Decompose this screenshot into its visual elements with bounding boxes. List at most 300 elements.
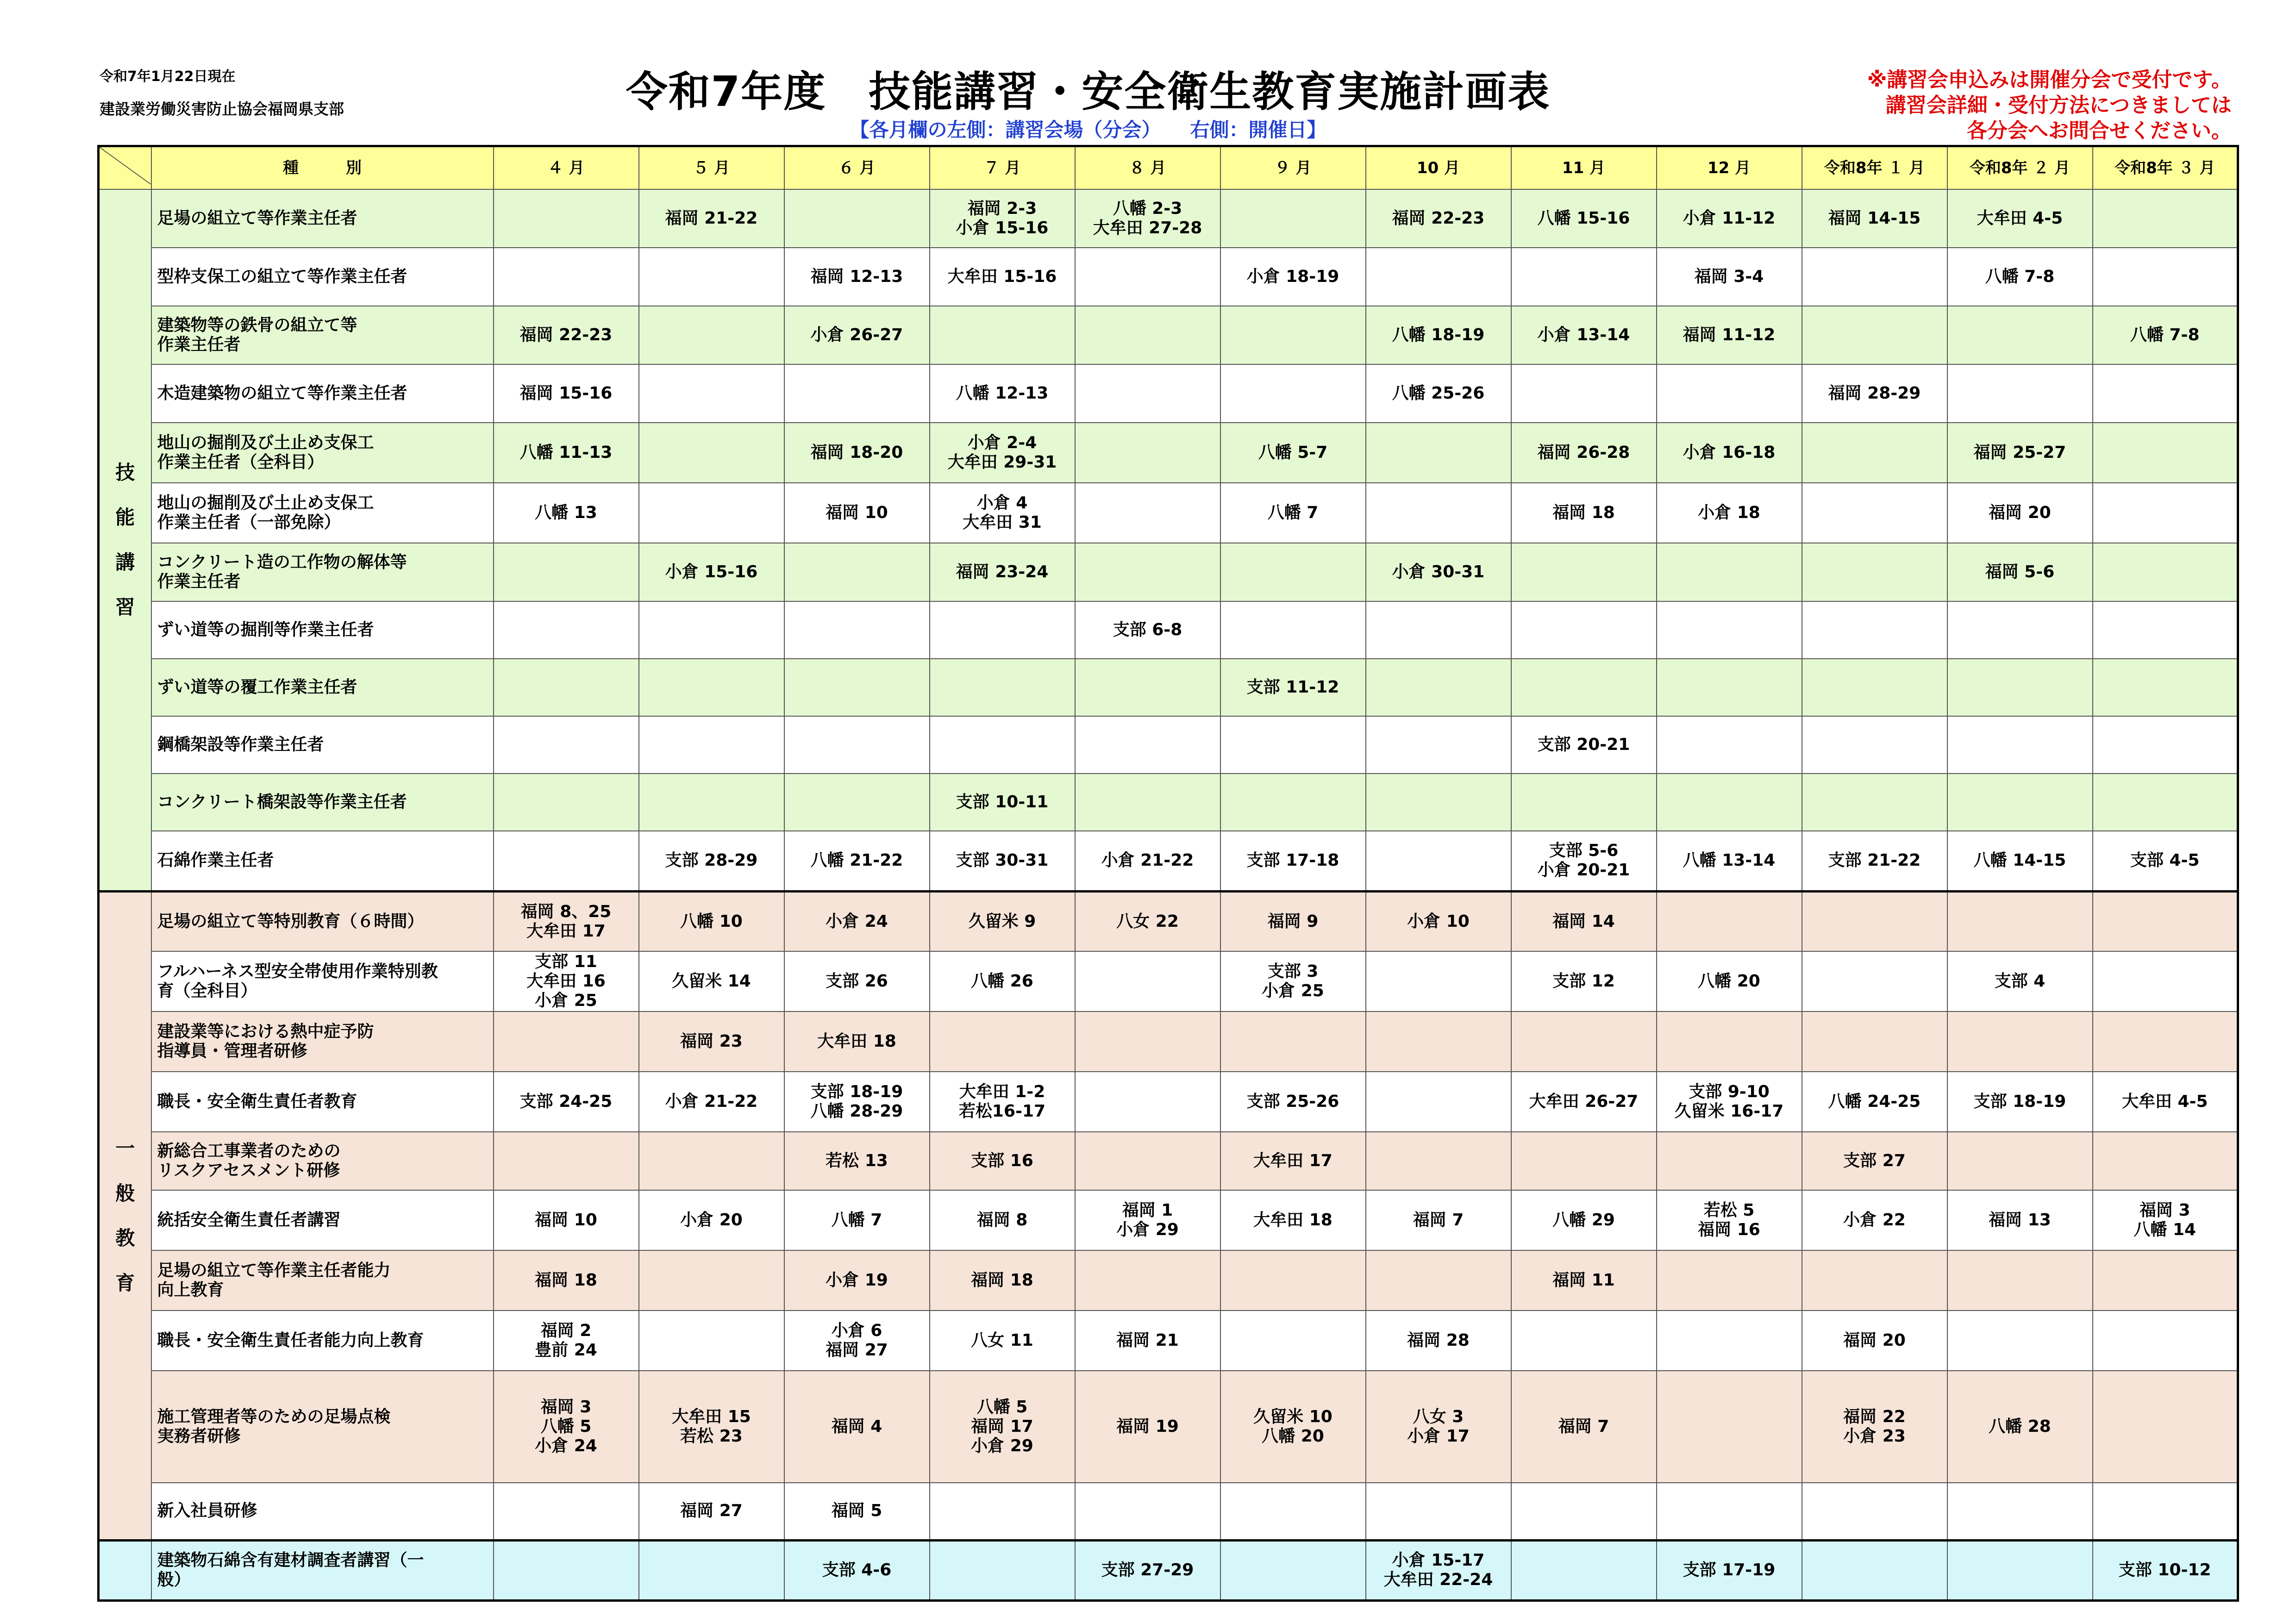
schedule-cell: 支部 11 大牟田 16 小倉 25 [494,951,639,1011]
schedule-cell [494,774,639,831]
schedule-cell [2093,364,2238,423]
schedule-cell [639,248,784,306]
schedule-cell: 支部 12 [1511,951,1657,1011]
schedule-cell: 福岡 3 八幡 5 小倉 24 [494,1371,639,1483]
schedule-cell: 福岡 8、25 大牟田 17 [494,891,639,951]
schedule-cell [1366,1483,1511,1540]
schedule-cell: 福岡 22-23 [494,306,639,364]
schedule-cell: 支部 25-26 [1220,1072,1366,1132]
course-name: 建設業等における熱中症予防 指導員・管理者研修 [151,1011,494,1072]
schedule-cell: 支部 24-25 [494,1072,639,1132]
schedule-cell [1366,423,1511,483]
course-name: 新入社員研修 [151,1483,494,1540]
schedule-cell: 福岡 10 [494,1190,639,1250]
schedule-cell [1802,543,1947,601]
schedule-cell: 支部 17-19 [1657,1540,1802,1600]
column-header-month: ５ 月 [639,146,784,190]
schedule-cell: 福岡 18-20 [784,423,930,483]
as-of-date: 令和7年1月22日現在 [100,69,236,85]
schedule-cell: 福岡 18 [930,1250,1075,1311]
schedule-cell [1220,1311,1366,1371]
course-name: 木造建築物の組立て等作業主任者 [151,364,494,423]
schedule-cell [784,659,930,716]
course-name: 足場の組立て等特別教育（６時間） [151,891,494,951]
schedule-cell: 福岡 10 [784,483,930,543]
schedule-cell [2093,601,2238,659]
schedule-cell: 小倉 18-19 [1220,248,1366,306]
schedule-cell: 福岡 26-28 [1511,423,1657,483]
schedule-cell: 八幡 11-13 [494,423,639,483]
schedule-cell [494,248,639,306]
schedule-cell: 八幡 14-15 [1947,831,2093,891]
schedule-cell: 福岡 13 [1947,1190,2093,1250]
schedule-cell [639,659,784,716]
schedule-cell [1075,659,1220,716]
application-notes [1750,67,2232,144]
course-name: コンクリート橋架設等作業主任者 [151,774,494,831]
schedule-cell: 八女 11 [930,1311,1075,1371]
course-name: 建築物等の鉄骨の組立て等 作業主任者 [151,306,494,364]
schedule-cell: 支部 10-11 [930,774,1075,831]
schedule-cell [639,716,784,774]
schedule-cell [1802,1250,1947,1311]
schedule-cell: 八幡 24-25 [1802,1072,1947,1132]
schedule-cell [1802,1483,1947,1540]
table-row [99,1483,2238,1540]
category-char: 講 [115,550,135,574]
course-name: 鋼橋架設等作業主任者 [151,716,494,774]
schedule-cell [639,483,784,543]
schedule-cell: 支部 4 [1947,951,2093,1011]
schedule-cell: 若松 13 [784,1132,930,1190]
category-char: 教 [115,1226,135,1249]
column-header-month: ４ 月 [494,146,639,190]
schedule-cell [2093,891,2238,951]
schedule-cell: 八幡 2-3 大牟田 27-28 [1075,189,1220,248]
schedule-cell: 支部 9-10 久留米 16-17 [1657,1072,1802,1132]
schedule-cell [1947,1250,2093,1311]
column-header-month: 令和8年 ３ 月 [2093,146,2238,190]
schedule-cell: 小倉 15-16 [639,543,784,601]
schedule-cell: 八女 3 小倉 17 [1366,1371,1511,1483]
course-name: フルハーネス型安全帯使用作業特別教 育（全科目） [151,951,494,1011]
course-name: ずい道等の覆工作業主任者 [151,659,494,716]
schedule-cell: 支部 20-21 [1511,716,1657,774]
schedule-cell [1075,1132,1220,1190]
schedule-cell [1802,951,1947,1011]
schedule-cell [1657,543,1802,601]
schedule-cell: 八幡 28 [1947,1371,2093,1483]
table-row [99,1190,2238,1250]
schedule-cell [1802,1540,1947,1600]
course-name: ずい道等の掘削等作業主任者 [151,601,494,659]
schedule-cell: 福岡 3 八幡 14 [2093,1190,2238,1250]
schedule-cell: 支部 27 [1802,1132,1947,1190]
schedule-cell: 支部 4-6 [784,1540,930,1600]
schedule-cell: 小倉 26-27 [784,306,930,364]
schedule-cell: 福岡 1 小倉 29 [1075,1190,1220,1250]
schedule-cell [1075,716,1220,774]
column-header-month: ６ 月 [784,146,930,190]
schedule-cell [1802,659,1947,716]
schedule-cell: 久留米 10 八幡 20 [1220,1371,1366,1483]
schedule-cell [784,601,930,659]
schedule-cell: 福岡 5-6 [1947,543,2093,601]
schedule-cell [1947,659,2093,716]
schedule-cell [494,1132,639,1190]
table-row [99,659,2238,716]
schedule-cell: 福岡 2 豊前 24 [494,1311,639,1371]
schedule-cell: 八幡 21-22 [784,831,930,891]
schedule-cell: 福岡 21 [1075,1311,1220,1371]
schedule-cell: 福岡 11-12 [1657,306,1802,364]
schedule-cell: 福岡 20 [1802,1311,1947,1371]
schedule-cell: 支部 27-29 [1075,1540,1220,1600]
schedule-cell: 小倉 19 [784,1250,930,1311]
schedule-cell: 八幡 13-14 [1657,831,1802,891]
schedule-cell [2093,774,2238,831]
course-name: コンクリート造の工作物の解体等 作業主任者 [151,543,494,601]
schedule-cell: 大牟田 18 [1220,1190,1366,1250]
schedule-cell: 支部 21-22 [1802,831,1947,891]
schedule-cell [639,1250,784,1311]
schedule-table [97,145,2239,1602]
schedule-cell [1366,831,1511,891]
schedule-cell: 福岡 11 [1511,1250,1657,1311]
schedule-cell [2093,483,2238,543]
page-title: 令和7年度 技能講習・安全衛生教育実施計画表 [626,68,1551,116]
course-name: 新総合工事業者のための リスクアセスメント研修 [151,1132,494,1190]
schedule-cell: 支部 30-31 [930,831,1075,891]
schedule-cell [1802,601,1947,659]
schedule-cell [1075,1250,1220,1311]
schedule-cell: 小倉 21-22 [1075,831,1220,891]
course-name: 職長・安全衛生責任者教育 [151,1072,494,1132]
schedule-cell: 支部 16 [930,1132,1075,1190]
schedule-cell [1075,306,1220,364]
schedule-cell [1511,248,1657,306]
column-header-month: ７ 月 [930,146,1075,190]
schedule-cell [1511,1311,1657,1371]
diagonal-line-icon [100,147,151,184]
schedule-cell [1802,248,1947,306]
header-row [99,146,2238,190]
schedule-cell [494,716,639,774]
table-row [99,716,2238,774]
course-name: 建築物石綿含有建材調査者講習（一 般） [151,1540,494,1600]
schedule-cell: 福岡 22-23 [1366,189,1511,248]
schedule-cell [930,1483,1075,1540]
table-row [99,891,2238,951]
schedule-cell [784,364,930,423]
schedule-cell: 久留米 9 [930,891,1075,951]
schedule-cell [639,774,784,831]
table-row [99,831,2238,891]
schedule-cell: 福岡 18 [1511,483,1657,543]
schedule-cell [1220,1483,1366,1540]
table-row [99,483,2238,543]
schedule-cell: 福岡 20 [1947,483,2093,543]
schedule-cell: 福岡 27 [639,1483,784,1540]
schedule-cell [1657,1483,1802,1540]
category-cell [99,1540,151,1600]
schedule-cell [1366,659,1511,716]
schedule-cell [1947,364,2093,423]
schedule-cell: 小倉 10 [1366,891,1511,951]
schedule-cell [1075,483,1220,543]
schedule-cell: 福岡 7 [1366,1190,1511,1250]
schedule-cell [2093,716,2238,774]
schedule-cell: 福岡 15-16 [494,364,639,423]
schedule-cell: 八幡 5 福岡 17 小倉 29 [930,1371,1075,1483]
schedule-cell: 支部 28-29 [639,831,784,891]
schedule-cell: 八幡 13 [494,483,639,543]
table-row [99,543,2238,601]
schedule-cell [1511,543,1657,601]
schedule-cell [1511,1540,1657,1600]
schedule-cell: 大牟田 26-27 [1511,1072,1657,1132]
schedule-cell: 福岡 28 [1366,1311,1511,1371]
schedule-cell [1511,601,1657,659]
schedule-cell: 大牟田 1-2 若松16-17 [930,1072,1075,1132]
schedule-cell: 八幡 12-13 [930,364,1075,423]
schedule-cell [639,1540,784,1600]
table-row [99,601,2238,659]
column-header-type: 種 別 [151,146,494,190]
category-char: 育 [115,1271,135,1294]
schedule-cell [639,1132,784,1190]
schedule-cell: 支部 18-19 八幡 28-29 [784,1072,930,1132]
schedule-cell: 福岡 25-27 [1947,423,2093,483]
schedule-cell [1075,423,1220,483]
category-char: 能 [115,506,135,529]
schedule-cell [1511,1011,1657,1072]
schedule-cell [494,601,639,659]
schedule-cell [1075,951,1220,1011]
schedule-cell [2093,951,2238,1011]
schedule-cell [1802,306,1947,364]
schedule-cell: 小倉 30-31 [1366,543,1511,601]
schedule-cell [639,306,784,364]
schedule-cell [1947,774,2093,831]
table-row [99,1311,2238,1371]
schedule-cell: 福岡 22 小倉 23 [1802,1371,1947,1483]
schedule-cell: 福岡 8 [930,1190,1075,1250]
schedule-cell [1802,716,1947,774]
table-legend: 【各月欄の左側：講習会場（分会） 右側：開催日】 [850,119,1326,141]
schedule-cell [1366,1011,1511,1072]
course-name: 型枠支保工の組立て等作業主任者 [151,248,494,306]
schedule-cell [1366,483,1511,543]
schedule-cell: 支部 4-5 [2093,831,2238,891]
schedule-cell [930,1011,1075,1072]
table-row [99,1540,2238,1600]
table-row [99,1011,2238,1072]
schedule-cell [2093,423,2238,483]
category-cell [99,189,151,891]
schedule-cell [1511,1483,1657,1540]
schedule-cell: 小倉 11-12 [1657,189,1802,248]
schedule-cell [1947,1011,2093,1072]
schedule-cell [1220,1250,1366,1311]
schedule-cell: 福岡 4 [784,1371,930,1483]
schedule-cell [1366,248,1511,306]
schedule-cell: 大牟田 4-5 [2093,1072,2238,1132]
schedule-cell: 大牟田 15 若松 23 [639,1371,784,1483]
course-name: 職長・安全衛生責任者能力向上教育 [151,1311,494,1371]
schedule-cell [494,659,639,716]
schedule-cell: 小倉 13-14 [1511,306,1657,364]
schedule-cell [2093,659,2238,716]
schedule-cell: 福岡 19 [1075,1371,1220,1483]
table-row [99,1371,2238,1483]
schedule-cell [1802,891,1947,951]
schedule-cell [1511,774,1657,831]
schedule-cell: 若松 5 福岡 16 [1657,1190,1802,1250]
schedule-cell [1220,1540,1366,1600]
schedule-cell [1366,951,1511,1011]
schedule-cell [1657,601,1802,659]
schedule-cell [1075,1011,1220,1072]
schedule-cell: 八幡 26 [930,951,1075,1011]
schedule-cell [494,831,639,891]
schedule-cell [639,1311,784,1371]
schedule-cell: 支部 11-12 [1220,659,1366,716]
schedule-cell: 久留米 14 [639,951,784,1011]
schedule-cell: 福岡 21-22 [639,189,784,248]
schedule-cell: 福岡 18 [494,1250,639,1311]
schedule-cell: 支部 26 [784,951,930,1011]
schedule-cell: 福岡 3-4 [1657,248,1802,306]
schedule-cell [1075,1072,1220,1132]
schedule-cell: 小倉 21-22 [639,1072,784,1132]
table-row [99,774,2238,831]
schedule-cell [1802,483,1947,543]
schedule-cell: 福岡 23 [639,1011,784,1072]
schedule-cell [1657,364,1802,423]
table-row [99,248,2238,306]
table-row [99,1132,2238,1190]
category-char: 習 [115,595,135,618]
schedule-cell [930,659,1075,716]
schedule-cell: 大牟田 17 [1220,1132,1366,1190]
schedule-cell: 大牟田 18 [784,1011,930,1072]
schedule-cell [639,364,784,423]
schedule-cell [494,189,639,248]
schedule-cell [1657,1250,1802,1311]
schedule-cell [2093,1371,2238,1483]
schedule-cell [1366,1132,1511,1190]
schedule-cell [2093,543,2238,601]
schedule-cell: 福岡 2-3 小倉 15-16 [930,189,1075,248]
schedule-cell [930,1540,1075,1600]
schedule-cell [1802,774,1947,831]
table-row [99,189,2238,248]
course-name: 地山の掘削及び土止め支保工 作業主任者（一部免除） [151,483,494,543]
schedule-cell [930,601,1075,659]
corner-cell [99,146,151,190]
schedule-cell [784,189,930,248]
schedule-cell: 小倉 18 [1657,483,1802,543]
schedule-cell: 八幡 5-7 [1220,423,1366,483]
table-row [99,423,2238,483]
schedule-cell [1075,364,1220,423]
column-header-month: 12 月 [1657,146,1802,190]
schedule-cell: 小倉 2-4 大牟田 29-31 [930,423,1075,483]
schedule-cell: 支部 3 小倉 25 [1220,951,1366,1011]
note-line: 各分会へお問合せください。 [1967,119,2232,143]
schedule-cell [1657,1011,1802,1072]
schedule-cell: 小倉 15-17 大牟田 22-24 [1366,1540,1511,1600]
category-char: 般 [115,1181,135,1205]
schedule-cell [2093,1250,2238,1311]
schedule-cell [1220,601,1366,659]
schedule-cell [1657,891,1802,951]
schedule-cell: 大牟田 4-5 [1947,189,2093,248]
schedule-cell [494,1011,639,1072]
schedule-cell: 福岡 9 [1220,891,1366,951]
schedule-cell [1366,601,1511,659]
schedule-cell [1947,891,2093,951]
schedule-cell [1075,248,1220,306]
column-header-month: 10 月 [1366,146,1511,190]
schedule-cell [1657,716,1802,774]
schedule-cell [1075,774,1220,831]
note-line: ※講習会申込みは開催分会で受付です。 [1867,68,2232,92]
schedule-cell: 八幡 7 [1220,483,1366,543]
schedule-cell [1075,543,1220,601]
schedule-cell [2093,1011,2238,1072]
schedule-cell [1366,716,1511,774]
schedule-cell [1366,774,1511,831]
schedule-cell [639,423,784,483]
schedule-cell [494,1540,639,1600]
schedule-cell [1802,423,1947,483]
schedule-cell: 八幡 7-8 [2093,306,2238,364]
schedule-cell [1947,601,2093,659]
schedule-cell [1220,364,1366,423]
schedule-cell [1220,543,1366,601]
schedule-cell [1366,1250,1511,1311]
schedule-cell [784,543,930,601]
schedule-cell: 小倉 6 福岡 27 [784,1311,930,1371]
schedule-cell [1366,1072,1511,1132]
schedule-cell: 八幡 29 [1511,1190,1657,1250]
schedule-cell: 福岡 28-29 [1802,364,1947,423]
schedule-cell [1657,1371,1802,1483]
schedule-cell: 八幡 20 [1657,951,1802,1011]
organization-name: 建設業労働災害防止協会福岡県支部 [100,100,344,118]
schedule-cell [1947,1311,2093,1371]
course-name: 足場の組立て等作業主任者能力 向上教育 [151,1250,494,1311]
schedule-cell: 小倉 16-18 [1657,423,1802,483]
schedule-cell [1220,306,1366,364]
schedule-cell: 八幡 15-16 [1511,189,1657,248]
table-row [99,951,2238,1011]
schedule-cell [930,716,1075,774]
schedule-cell: 八幡 10 [639,891,784,951]
schedule-cell [2093,1483,2238,1540]
schedule-cell: 支部 6-8 [1075,601,1220,659]
schedule-cell [1947,1132,2093,1190]
schedule-cell [2093,189,2238,248]
course-name: 足場の組立て等作業主任者 [151,189,494,248]
schedule-cell [1947,1483,2093,1540]
category-cell [99,891,151,1540]
schedule-cell [1220,189,1366,248]
table-row [99,306,2238,364]
schedule-cell: 八幡 7-8 [1947,248,2093,306]
